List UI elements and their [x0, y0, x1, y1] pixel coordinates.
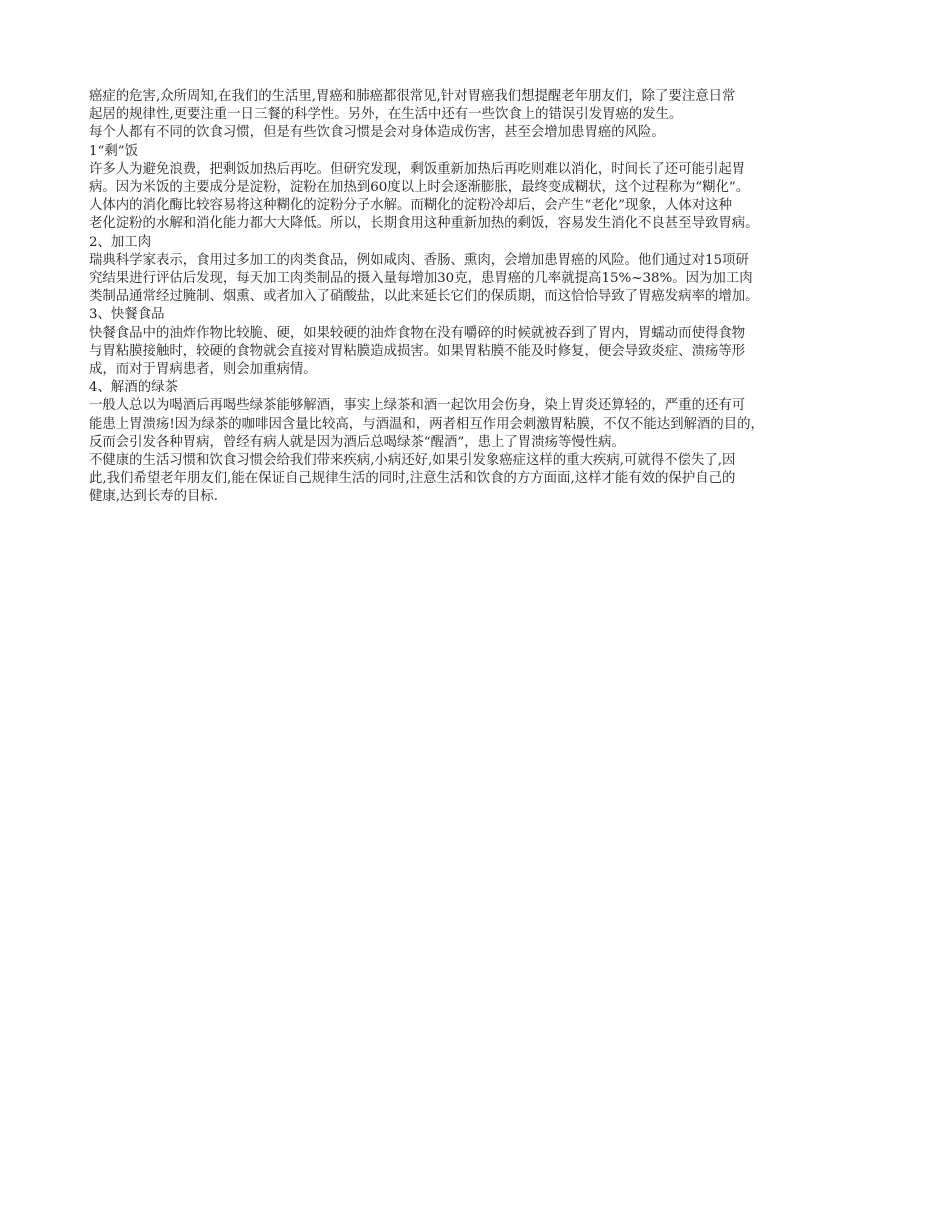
text-line: 一般人总以为喝酒后再喝些绿茶能够解酒，事实上绿茶和酒一起饮用会伤身，染上胃炎还算轻的，严重的还有可	[89, 398, 746, 414]
text-line: 健康,达到长寿的目标.	[89, 489, 219, 505]
text-line: 许多人为避免浪费，把剩饭加热后再吃。但研究发现，剩饭重新加热后再吃则难以消化，时间长了还可能引起胃	[89, 161, 746, 177]
conclusion-paragraph	[89, 452, 869, 507]
text-line: 每个人都有不同的饮食习惯，但是有些饮食习惯是会对身体造成伤害，甚至会增加患胃癌的风险。	[89, 125, 665, 141]
heading-text: 3、快餐食品	[89, 307, 165, 323]
section-heading-fast-food	[89, 306, 869, 324]
heading-text: 1“剩”饭	[89, 143, 138, 159]
text-line: 成，而对于胃病患者，则会加重病情。	[89, 362, 317, 378]
heading-text: 4、解酒的绿茶	[89, 380, 178, 396]
text-line: 反而会引发各种胃病，曾经有病人就是因为酒后总喝绿茶“醒酒”，患上了胃溃疡等慢性病。	[89, 434, 625, 450]
text-line: 与胃粘膜接触时，较硬的食物就会直接对胃粘膜造成损害。如果胃粘膜不能及时修复，便会导致炎症、溃疡等形	[89, 343, 746, 359]
text-line: 不健康的生活习惯和饮食习惯会给我们带来疾病,小病还好,如果引发象癌症这样的重大疾病,可就得不偿失了,因	[89, 453, 736, 469]
text-line: 快餐食品中的油炸作物比较脆、硬，如果较硬的油炸食物在没有嚼碎的时候就被吞到了胃内，胃蠕动而使得食物	[89, 325, 746, 341]
section-heading-leftover-rice	[89, 143, 869, 161]
text-line: 究结果进行评估后发现，每天加工肉类制品的摄入量每增加30克，患胃癌的几率就提高15%~38%。因为加工肉	[89, 271, 753, 287]
habits-paragraph	[89, 124, 869, 142]
text-line: 起居的规律性,更要注重一日三餐的科学性。另外，在生活中还有一些饮食上的错误引发胃癌的发生。	[89, 107, 683, 123]
text-line: 病。因为米饭的主要成分是淀粉，淀粉在加热到60度以上时会逐渐膨胀，最终变成糊状，这个过程称为“糊化”。	[89, 180, 750, 196]
fast-food-paragraph	[89, 325, 869, 380]
text-line: 能患上胃溃疡!因为绿茶的咖啡因含量比较高，与酒温和，两者相互作用会刺激胃粘膜，不仅不能达到解酒的目的，	[89, 416, 764, 432]
heading-text: 2、加工肉	[89, 234, 152, 250]
intro-paragraph	[89, 88, 869, 124]
processed-meat-paragraph	[89, 252, 869, 307]
text-line: 类制品通常经过腌制、烟熏、或者加入了硝酸盐，以此来延长它们的保质期，而这恰恰导致了胃癌发病率的增加。	[89, 289, 759, 305]
section-heading-green-tea	[89, 379, 869, 397]
section-heading-processed-meat	[89, 234, 869, 252]
text-line: 癌症的危害,众所周知,在我们的生活里,胃癌和肺癌都很常见,针对胃癌我们想提醒老年朋友们，除了要注意日常	[89, 89, 736, 104]
text-line: 人体内的消化酶比较容易将这种糊化的淀粉分子水解。而糊化的淀粉冷却后，会产生“老化”现象，人体对这种	[89, 198, 733, 214]
article-body	[89, 88, 869, 507]
text-line: 瑞典科学家表示，食用过多加工的肉类食品，例如咸肉、香肠、熏肉，会增加患胃癌的风险。他们通过对15项研	[89, 252, 749, 268]
text-line: 此,我们希望老年朋友们,能在保证自己规律生活的同时,注意生活和饮食的方方面面,这样才能有效的保护自己的	[89, 471, 736, 487]
green-tea-paragraph	[89, 397, 869, 452]
text-line: 老化淀粉的水解和消化能力都大大降低。所以，长期食用这种重新加热的剩饭，容易发生消化不良甚至导致胃病。	[89, 216, 759, 232]
leftover-rice-paragraph	[89, 161, 869, 234]
